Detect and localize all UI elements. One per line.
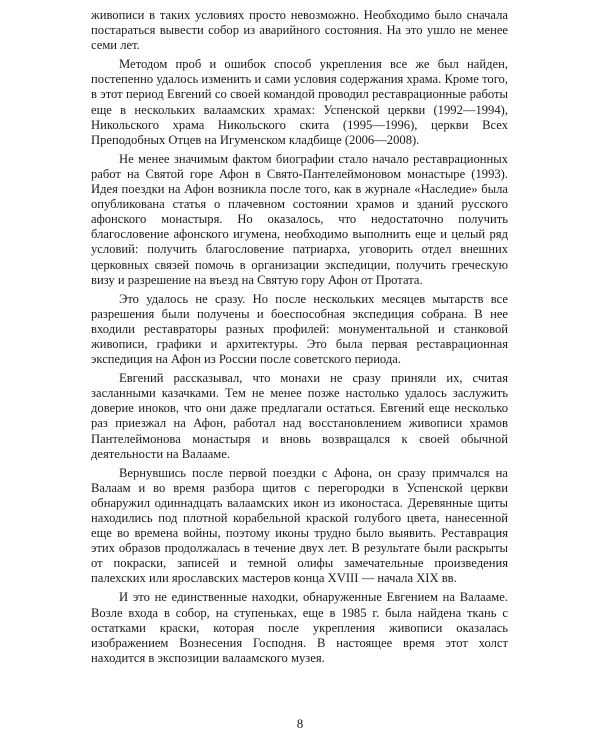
paragraph: И это не единственные находки, обнаруженные Евгением на Валааме. Возле входа в собор, на ступеньках, еще в 1985 г. была найдена ткань с остатками краски, которая после укрепления живописи оказалась изображением Вознесения Господня. В настоящее время этот холст находится в экспозиции валаамского музея. (91, 590, 508, 665)
paragraph: Евгений рассказывал, что монахи не сразу приняли их, считая засланными казачками. Тем не менее позже настолько удалось заслужить доверие иноков, что они даже предлагали остаться. Евгений еще несколько раз приезжал на Афон, работал над восстановлением живописи храмов Пантелеймонова монастыря и вновь возвращался к своей обычной деятельности на Валааме. (91, 371, 508, 461)
paragraph: Вернувшись после первой поездки с Афона, он сразу примчался на Валаам и во время разбора щитов с перегородки в Успенской церкви обнаружил одиннадцать валаамских икон из иконостаса. Деревянные щиты находились под плотной корабельной краской голубого цвета, нанесенной еще во времена войны, поэтому иконы трудно было выявить. Реставрация этих образов продолжалась в течение двух лет. В результате были раскрыты от покраски, записей и темной олифы замечательные произведения палехских или ярославских мастеров конца XVIII — начала XIX вв. (91, 465, 508, 586)
paragraph: Методом проб и ошибок способ укрепления все же был найден, постепенно удалось изменить и сами условия содержания храма. Кроме того, в этот период Евгений со своей командой проводил реставрационные работы еще в нескольких валаамских храмах: Успенской церкви (1992—1994), Никольского храма Никольского скита (1995—1996), церкви Всех Преподобных Отцев на Игуменском кладбище (2006—2008). (91, 57, 508, 147)
body-text (91, 8, 508, 666)
page-number: 8 (296, 716, 304, 731)
paragraph-continuation: живописи в таких условиях просто невозможно. Необходимо было сначала постараться вывести собор из аварийного состояния. На это ушло не менее семи лет. (91, 8, 508, 53)
paragraph: Это удалось не сразу. Но после нескольких месяцев мытарств все разрешения были получены и боеспособная экспедиция собрана. В нее входили реставраторы разных профилей: монументальной и станковой живописи, графики и архитектуры. Это была первая реставрационная экспедиция на Афон из России после советского периода. (91, 291, 508, 367)
paragraph: Не менее значимым фактом биографии стало начало реставрационных работ на Святой горе Афон в Свято-Пантелеймоновом монастыре (1993). Идея поездки на Афон возникла после того, как в журнале «Наследие» была опубликована статья о плачевном состоянии храмов и зданий русского афонского монастыря. Но оказалось, что недостаточно получить благословение афонского игумена, необходимо выполнить еще и целый ряд условий: получить благословение патриарха, уговорить отдел внешних церковных связей помочь в организации экспедиции, получить греческую визу и разрешение на въезд на Святую гору Афон от Протата. (91, 151, 508, 287)
